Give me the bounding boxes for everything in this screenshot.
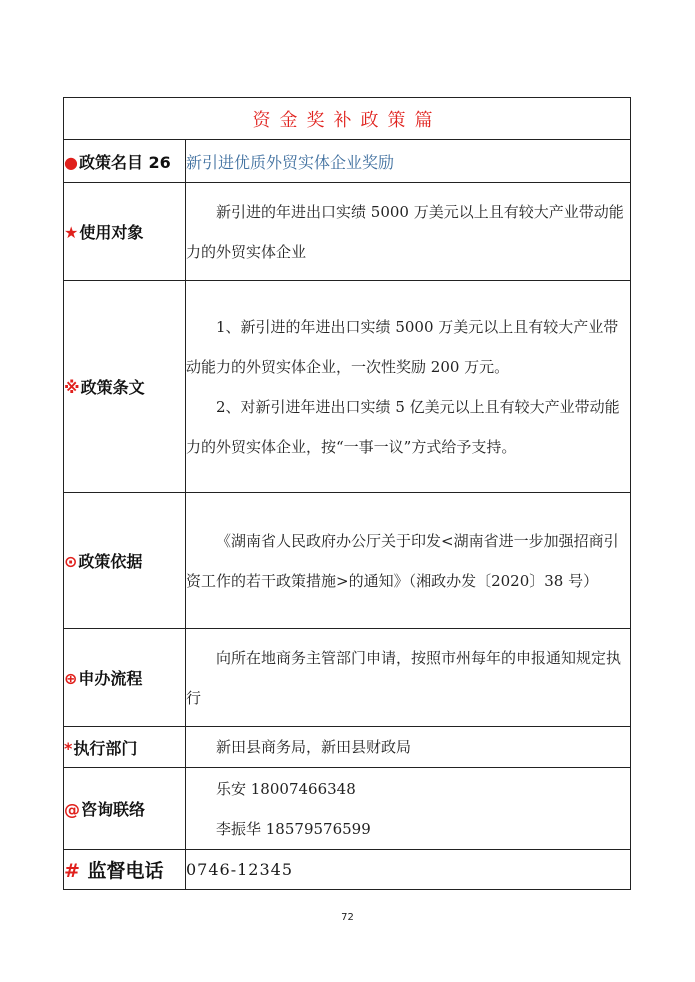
process-label: 申办流程 [78, 669, 143, 688]
process-label-cell [64, 629, 186, 727]
basis-content [186, 493, 631, 629]
circled-plus-icon: ⊕ [64, 669, 78, 688]
policy-name-label-cell [64, 140, 186, 183]
basis-label-cell [64, 493, 186, 629]
page-number: 72 [341, 912, 354, 923]
contact-label-cell [64, 768, 186, 850]
target-label: 使用对象 [79, 223, 144, 242]
clauses-label-cell [64, 281, 186, 493]
contact-row [64, 768, 631, 850]
policy-table [63, 97, 631, 890]
section-title: 资金奖补政策篇 [64, 98, 631, 140]
process-content [186, 629, 631, 727]
policy-name-row [64, 140, 631, 183]
department-text: 新田县商务局，新田县财政局 [216, 738, 412, 756]
department-content [186, 727, 631, 768]
circled-dot-icon: ⊙ [64, 552, 78, 571]
basis-label: 政策依据 [78, 552, 143, 571]
process-row [64, 629, 631, 727]
star-icon: ★ [64, 223, 79, 242]
department-row [64, 727, 631, 768]
title-row [64, 98, 631, 140]
contact-label: 咨询联络 [81, 800, 146, 819]
clause-item: 2、对新引进年进出口实绩 5 亿美元以上且有较大产业带动能力的外贸实体企业，按“一事一议”方式给予支持。 [186, 397, 620, 456]
hotline-label: 监督电话 [87, 860, 164, 882]
hotline-label-cell [64, 850, 186, 890]
target-label-cell [64, 183, 186, 281]
basis-row [64, 493, 631, 629]
target-content [186, 183, 631, 281]
clause-item: 1、新引进的年进出口实绩 5000 万美元以上且有较大产业带动能力的外贸实体企业，一次性奖励 200 万元。 [186, 317, 619, 376]
department-label-cell [64, 727, 186, 768]
reference-mark-icon: ※ [64, 378, 80, 397]
target-row [64, 183, 631, 281]
contact-line: 李振华 18579576599 [216, 819, 371, 838]
red-dot-icon: ● [64, 152, 78, 172]
process-text: 向所在地商务主管部门申请，按照市州每年的申报通知规定执行 [186, 648, 622, 707]
contact-line: 乐安 18007466348 [216, 779, 356, 798]
hotline-row [64, 850, 631, 890]
basis-text: 《湖南省人民政府办公厅关于印发<湖南省进一步加强招商引资工作的若干政策措施>的通知》（湘政办发〔2020〕38 号） [186, 531, 619, 590]
clauses-content [186, 281, 631, 493]
policy-name-value: 新引进优质外贸实体企业奖励 [186, 140, 631, 183]
clauses-label: 政策条文 [80, 378, 145, 397]
clauses-row [64, 281, 631, 493]
target-text: 新引进的年进出口实绩 5000 万美元以上且有较大产业带动能力的外贸实体企业 [186, 202, 624, 261]
policy-name-label: 政策名目 26 [78, 152, 171, 172]
hash-icon: # [64, 860, 80, 882]
department-label: 执行部门 [73, 738, 138, 758]
asterisk-icon: * [64, 738, 73, 758]
at-sign-icon: @ [64, 800, 80, 819]
contact-content [186, 768, 631, 850]
hotline-number: 0746-12345 [186, 850, 631, 890]
